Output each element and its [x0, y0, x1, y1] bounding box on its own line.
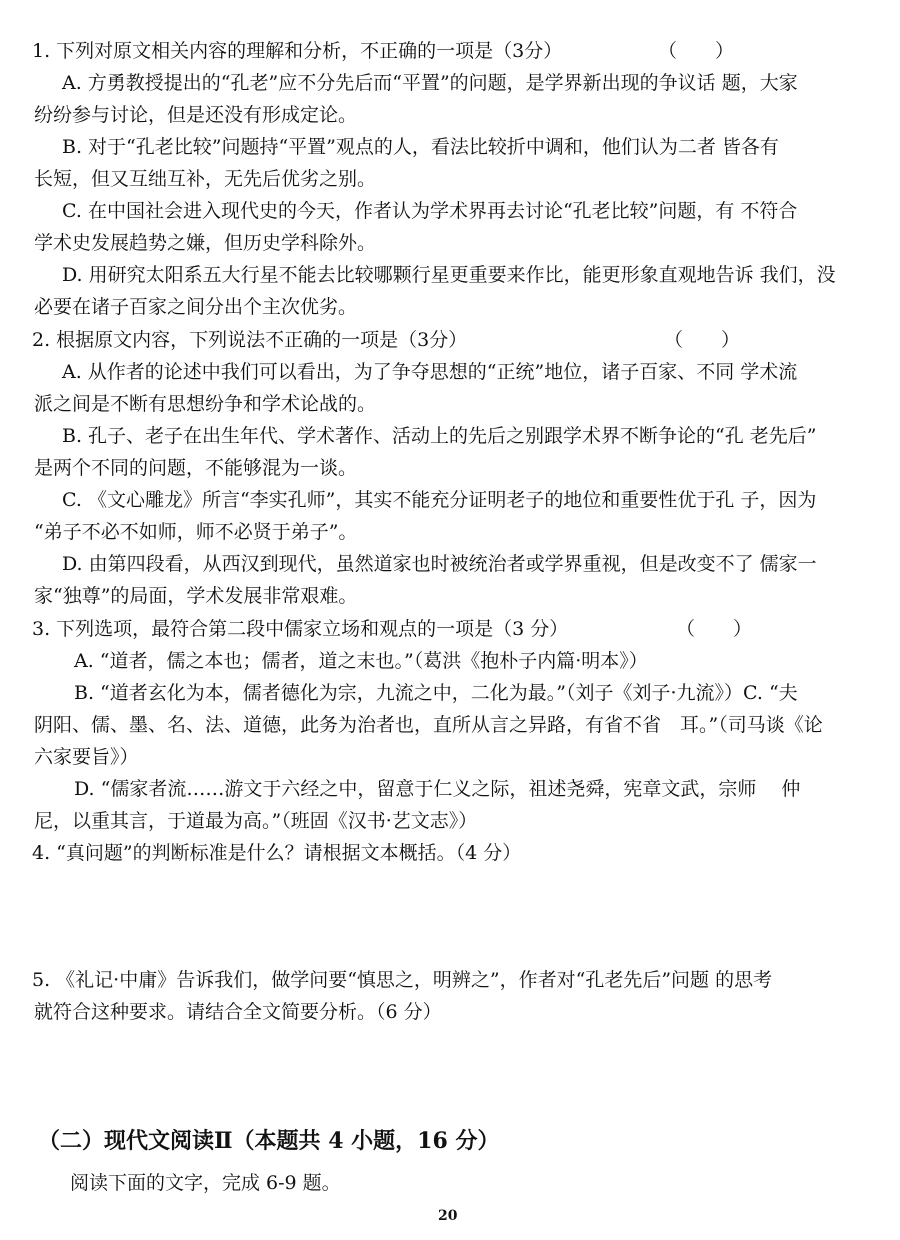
q3-stem: 3. 下列选项，最符合第二段中儒家立场和观点的一项是（3 分）: [32, 618, 569, 640]
q2-option-b-cont: 是两个不同的问题，不能够混为一谈。: [34, 457, 358, 479]
q1-option-c-cont: 学术史发展趋势之嫌，但历史学科除外。: [34, 232, 377, 254]
q2-option-d-cont: 家“独尊”的局面，学术发展非常艰难。: [34, 585, 358, 607]
q3-option-c: 阴阳、儒、墨、名、法、道德，此务为治者也，直所从言之异路，有省不省 耳。”（司马谈《论: [34, 714, 823, 736]
q1-option-a-cont: 纷纷参与讨论，但是还没有形成定论。: [34, 104, 358, 126]
q5-stem: 5. 《礼记·中庸》告诉我们，做学问要“慎思之，明辨之”，作者对“孔老先后”问题 的思考: [32, 969, 773, 991]
q1-option-d: D. 用研究太阳系五大行星不能去比较哪颗行星更重要来作比，能更形象直观地告诉 我们，没: [62, 264, 836, 286]
q3-option-d: D. “儒家者流……游文于六经之中，留意于仁义之际，祖述尧舜，宪章文武，宗师 仲: [74, 778, 801, 800]
q1-option-d-cont: 必要在诸子百家之间分出个主次优劣。: [34, 296, 358, 318]
q2-option-b: B. 孔子、老子在出生年代、学术著作、活动上的先后之别跟学术界不断争论的“孔 老先后”: [62, 425, 817, 447]
q2-answer-bracket: （ ）: [664, 329, 741, 351]
page-number: 20: [438, 1208, 458, 1224]
q1-stem: 1. 下列对原文相关内容的理解和分析，不正确的一项是（3分）: [32, 40, 563, 62]
q3-answer-bracket: （ ）: [676, 618, 753, 640]
q1-option-c: C. 在中国社会进入现代史的今天，作者认为学术界再去讨论“孔老比较”问题，有 不符合: [62, 200, 798, 222]
q1-answer-bracket: （ ）: [658, 40, 735, 62]
q2-option-d: D. 由第四段看，从西汉到现代，虽然道家也时被统治者或学界重视，但是改变不了 儒家一: [62, 553, 817, 575]
section-title: （二）现代文阅读Ⅱ（本题共 4 小题，16 分）: [38, 1128, 500, 1154]
q5-stem-cont: 就符合这种要求。请结合全文简要分析。（6 分）: [34, 1001, 442, 1023]
q3-option-a: A. “道者，儒之本也；儒者，道之末也。”（葛洪《抱朴子内篇·明本》）: [74, 650, 648, 672]
q3-option-b: B. “道者玄化为本，儒者德化为宗，九流之中，二化为最。”（刘子《刘子·九流》）C. “夫: [74, 682, 798, 704]
q2-option-c: C. 《文心雕龙》所言“李实孔师”，其实不能充分证明老子的地位和重要性优于孔 子，因为: [62, 489, 817, 511]
q4-stem: 4. “真问题”的判断标准是什么？请根据文本概括。（4 分）: [32, 842, 522, 864]
q1-option-b-cont: 长短，但又互绌互补，无先后优劣之别。: [34, 168, 377, 190]
q2-option-a: A. 从作者的论述中我们可以看出，为了争夺思想的“正统”地位，诸子百家、不同 学术流: [62, 361, 798, 383]
q2-option-c-cont: “弟子不必不如师，师不必贤于弟子”。: [34, 521, 358, 543]
q1-option-a: A. 方勇教授提出的“孔老”应不分先后而“平置”的问题，是学界新出现的争议话 题，大家: [62, 72, 798, 94]
section-intro: 阅读下面的文字，完成 6-9 题。: [70, 1172, 341, 1194]
q2-option-a-cont: 派之间是不断有思想纷争和学术论战的。: [34, 393, 377, 415]
q2-stem: 2. 根据原文内容，下列说法不正确的一项是（3分）: [32, 329, 468, 351]
q3-option-d-cont: 尼，以重其言，于道最为高。”（班固《汉书·艺文志》）: [34, 810, 478, 832]
q3-option-c-cont: 六家要旨》）: [34, 746, 139, 768]
q1-option-b: B. 对于“孔老比较”问题持“平置”观点的人，看法比较折中调和，他们认为二者 皆各有: [62, 136, 779, 158]
